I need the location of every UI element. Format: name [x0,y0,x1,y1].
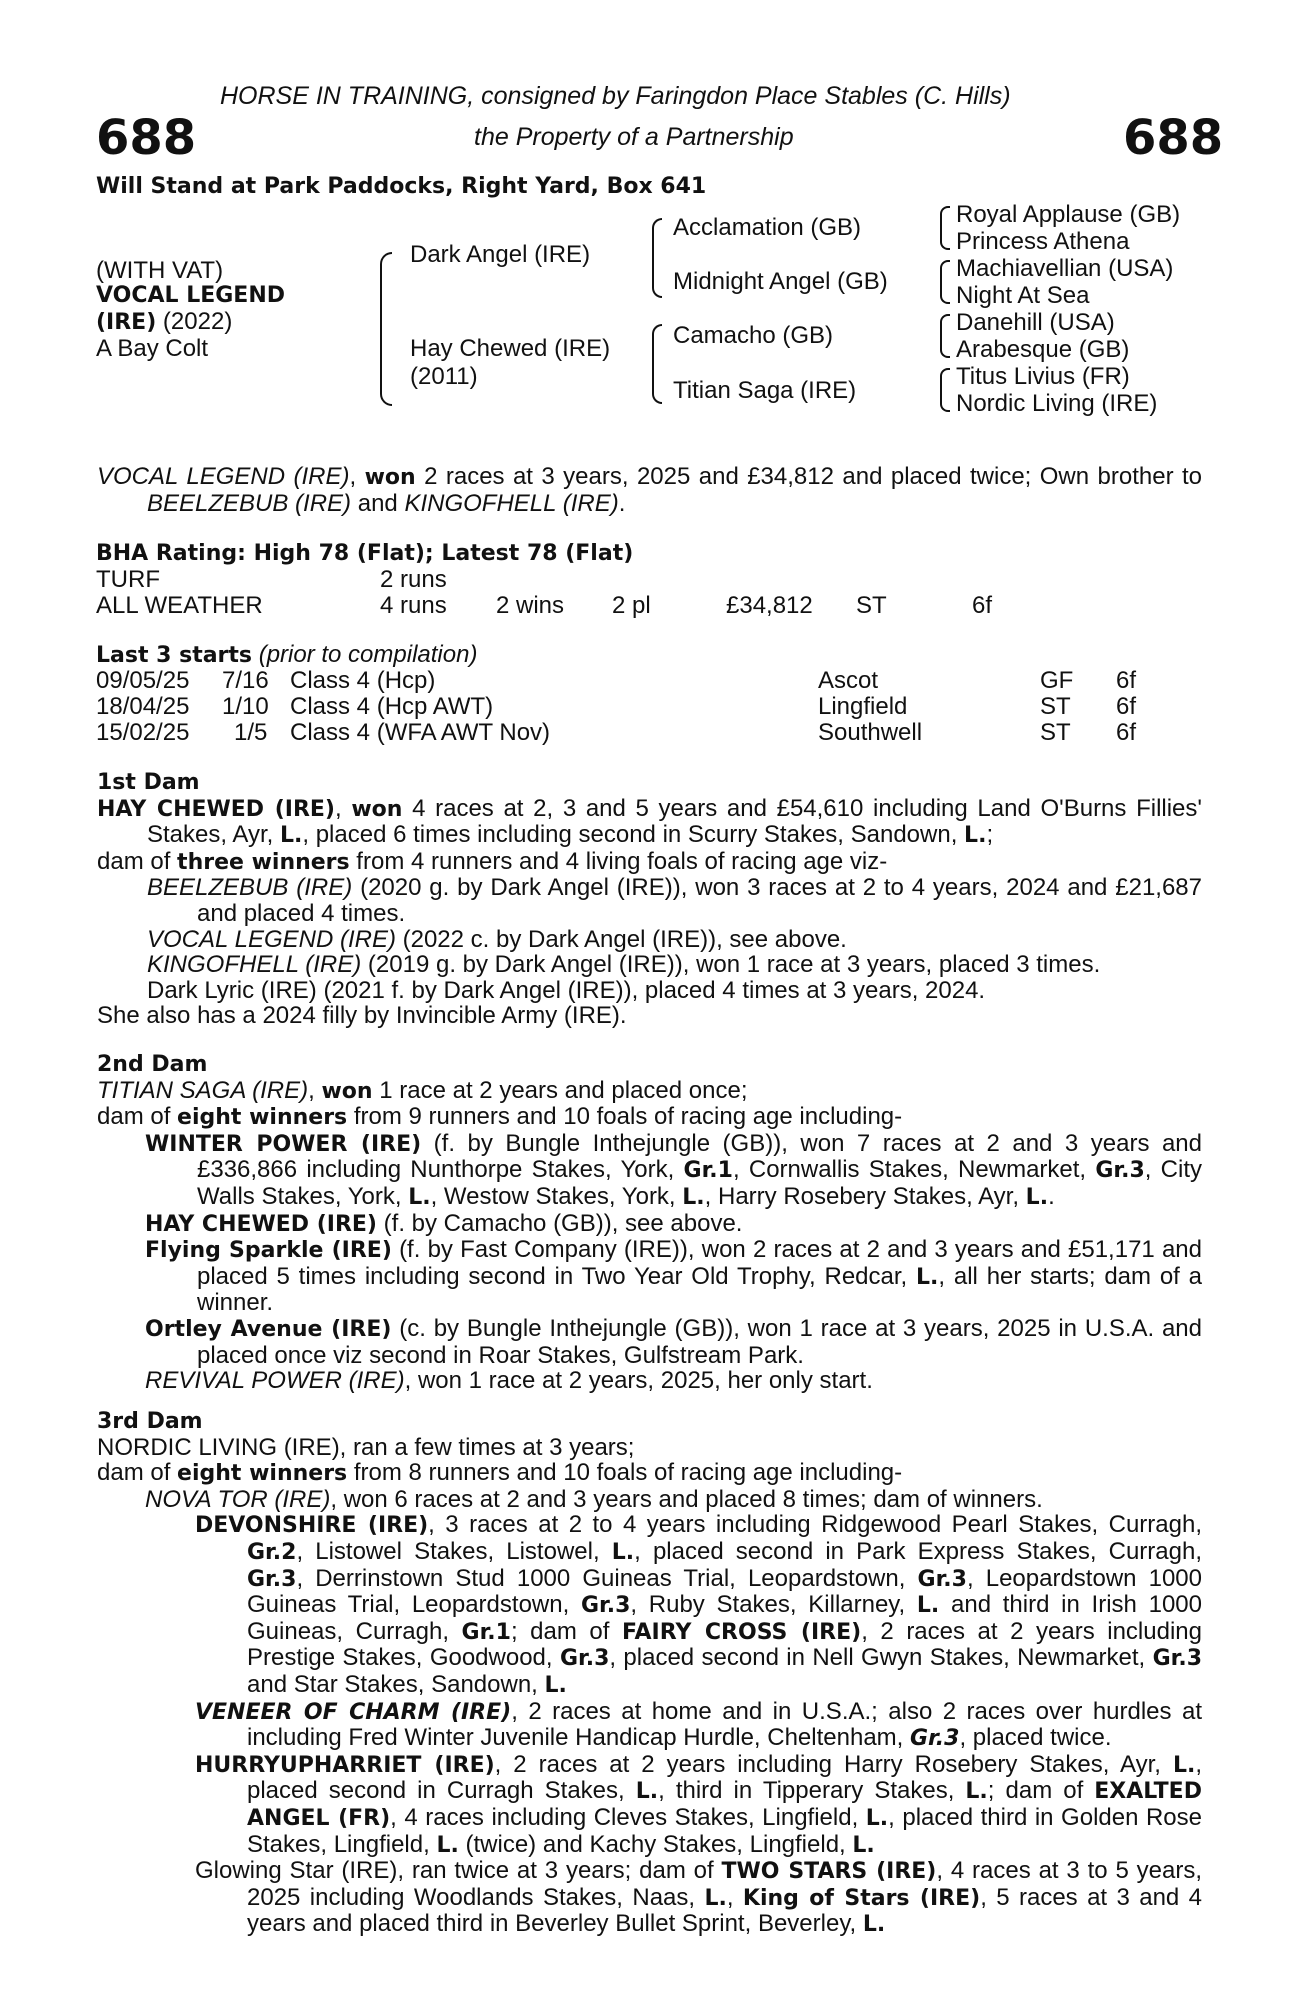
start-date: 09/05/25 [96,667,190,694]
turf-runs: 2 runs [380,566,447,593]
second-dam-section: 2nd Dam TITIAN SAGA (IRE), won 1 race at 2 years and placed once; dam of eight winners from 9 runners and 10 foals of racing age including- WINTER POWER (IRE) (f. by Bungle Inthejungle (GB)), won 7 races at 2 and 3 years and £336,866 including Nunthorpe Stakes, York, Gr.1, Cornwallis Stakes, Newmarket, Gr.3, City Walls Stakes, York, L., Westow Stakes, York, L., Harry Rosebery Stakes, Ayr, L.. HAY CHEWED (IRE) (f. by Camacho (GB)), see above. Flying Sparkle (IRE) (f. by Fast Company (IRE)), won 2 races at 2 and 3 years and £51,171 and placed 5 times including second in Two Year Old Trophy, Redcar, L., all her starts; dam of a winner. Ortley Avenue (IRE) (c. by Bungle Inthejungle (GB)), won 1 race at 3 years, 2025 in U.S.A. and placed once viz second in Roar Stakes, Gulfstream Park. REVIVAL POWER (IRE), won 1 race at 2 years, 2025, her only start. [97,1052,1203,1395]
start-course: Lingfield [818,693,908,720]
listed-marker: L. [916,1593,940,1619]
group-marker: Gr.1 [683,1158,733,1184]
progeny-text: (2019 g. by Dark Angel (IRE)), won 1 race at 3 years, placed 3 times. [361,951,1101,979]
aw-distance: 6f [972,592,993,619]
stable-location: Will Stand at Park Paddocks, Right Yard, Box 641 [96,174,707,199]
progeny-name: KINGOFHELL (IRE) [147,951,362,979]
start-date: 18/04/25 [96,693,190,720]
listed-marker: L. [964,823,987,849]
aw-runs: 4 runs [380,592,447,619]
progeny-text: , Harry Rosebery Stakes, Ayr, [704,1182,1026,1210]
ggs-1: Royal Applause (GB) [956,201,1181,228]
progeny-text: . [1048,1182,1055,1210]
group-marker: Gr.3 [247,1566,297,1592]
group-marker: Gr.2 [247,1539,297,1565]
start-going: ST [1040,719,1071,746]
brace-gg-4 [940,368,950,412]
surface: TURF [96,566,160,593]
listed-marker: L. [1172,1752,1196,1778]
third-dam-damof: dam of [97,1459,178,1487]
progeny-text: , [726,1883,743,1911]
progeny-name: FAIRY CROSS (IRE) [621,1619,862,1645]
progeny-text: (f. by Camacho (GB)), see above. [377,1209,743,1237]
progeny-name: VENEER OF CHARM (IRE) [195,1699,512,1725]
progeny-text: Dark Lyric (IRE) (2021 f. by Dark Angel (IRE)), placed 4 times at 3 years, 2024. [147,976,986,1004]
first-dam-name: HAY CHEWED (IRE) [97,796,335,822]
start-course: Southwell [818,719,923,746]
first-dam-section: 1st Dam HAY CHEWED (IRE), won 4 races at 2, 3 and 5 years and £54,610 including Land O'Burns Fillies' Stakes, Ayr, L., placed 6 times including second in Scurry Stakes, Sandown, L.; dam of three winners from 4 runners and 4 living foals of racing age viz- BEELZEBUB (IRE) (2020 g. by Dark Angel (IRE)), won 3 races at 2 to 4 years, 2024 and £21,687 and placed 4 times. VOCAL LEGEND (IRE) (2022 c. by Dark Angel (IRE)), see above. KINGOFHELL (IRE) (2019 g. by Dark Angel (IRE)), won 1 race at 3 years, placed 3 times. Dark Lyric (IRE) (2021 f. by Dark Angel (IRE)), placed 4 times at 3 years, 2024. She also has a 2024 filly by Invincible Army (IRE). [97,770,1203,1030]
progeny-name: NOVA TOR (IRE) [145,1485,331,1513]
horse-description: A Bay Colt [96,335,209,362]
dam-sire: Camacho (GB) [673,322,834,349]
first-dam-foal-note: She also has a 2024 filly by Invincible Army (IRE). [97,1002,627,1030]
lot-number-right: 688 [1123,110,1224,166]
progeny-name: EXALTED ANGEL (FR) [247,1779,1202,1831]
ggs-7: Titus Livius (FR) [956,363,1130,390]
aw-earnings: £34,812 [726,592,813,619]
first-dam-won: won [351,796,403,822]
start-position: 1/10 [222,693,269,720]
progeny-text: , 2 races at 2 years including Harry Rosebery Stakes, Ayr, [494,1750,1173,1778]
last-starts-title [96,642,477,668]
progeny-text: , placed second in Nell Gwyn Stakes, Newmarket, [609,1644,1153,1672]
progeny-text: , third in Tipperary Stakes, [658,1777,966,1805]
progeny-name: BEELZEBUB (IRE) [147,874,353,902]
progeny-text: , Listowel Stakes, Listowel, [296,1537,612,1565]
vat-label: (WITH VAT) [96,257,224,284]
listed-marker: L. [635,1779,659,1805]
listed-marker: L. [865,1805,889,1831]
second-dam-winners: eight winners [177,1105,348,1131]
group-marker: Gr.3 [910,1726,960,1752]
listed-marker: L. [544,1672,567,1698]
header-property: the Property of a Partnership [474,123,794,151]
listed-marker: L. [965,1779,988,1805]
ggs-4: Night At Sea [956,282,1090,309]
ggs-6: Arabesque (GB) [956,336,1130,363]
brace-main [380,252,392,406]
progeny-text: Glowing Star (IRE), ran twice at 3 years; dam of [195,1857,722,1885]
group-marker: Gr.3 [580,1593,631,1619]
group-marker: Gr.3 [559,1646,610,1672]
listed-marker: L. [682,1184,705,1210]
brace-gg-2 [940,260,950,304]
listed-marker: L. [1025,1184,1049,1210]
start-distance: 6f [1116,693,1137,720]
third-dam-text-2: from 8 runners and 10 foals of racing age including- [347,1459,903,1487]
progeny-text: ; dam of [510,1617,622,1645]
sibling-1: BEELZEBUB (IRE) [147,489,352,517]
bha-rating-title: BHA Rating: High 78 (Flat); Latest 78 (Flat) [96,541,634,566]
progeny-text: , placed second in Curragh Stakes, [247,1750,1202,1805]
last-starts-heading: Last 3 starts [96,643,253,668]
progeny-name: DEVONSHIRE (IRE) [195,1513,429,1539]
progeny-text: , won 1 race at 2 years, 2025, her only start. [404,1367,873,1395]
aw-going: ST [856,592,887,619]
third-dam-text: NORDIC LIVING (IRE), ran a few times at 3 years; [97,1433,635,1461]
progeny-text: (twice) and Kachy Stakes, Lingfield, [458,1830,853,1858]
summary-and: and [351,489,405,517]
progeny-text: , 5 races at 3 and 4 years and placed third in Beverley Bullet Sprint, Beverley, [247,1883,1203,1938]
listed-marker: L. [436,1832,459,1858]
first-dam-text-4: from 4 runners and 4 living foals of racing age viz- [349,847,888,875]
start-going: GF [1040,667,1074,694]
progeny-name: King of Stars (IRE) [742,1885,981,1911]
progeny-text: and Star Stakes, Sandown, [247,1670,545,1698]
first-dam-damof: dam of [97,847,178,875]
progeny-text: , City Walls Stakes, York, [197,1156,1203,1210]
listed-marker: L. [279,823,303,849]
listed-marker: L. [916,1264,939,1290]
sire-dam: Midnight Angel (GB) [673,268,888,295]
second-dam-text: 1 race at 2 years and placed once; [372,1076,748,1104]
progeny-text: , 2 races at home and in U.S.A.; also 2 races over hurdles at including Fred Winter Juvenile Handicap Hurdle, Cheltenham, [247,1697,1202,1752]
start-race: Class 4 (Hcp AWT) [290,693,494,720]
progeny-text: , won 6 races at 2 and 3 years and placed 8 times; dam of winners. [330,1485,1043,1513]
progeny-name: WINTER POWER (IRE) [145,1131,422,1157]
first-dam-text: 4 races at 2, 3 and 5 years and £54,610 including Land O'Burns Fillies' Stakes, Ayr, [147,794,1202,849]
group-marker: Gr.3 [917,1566,967,1592]
progeny-text: (f. by Bungle Inthejungle (GB)), won 7 races at 2 and 3 years and £336,866 including Nunthorpe Stakes, York, [197,1129,1203,1184]
progeny-text: , 4 races at 3 to 5 years, 2025 including Woodlands Stakes, Naas, [247,1857,1202,1911]
start-position: 7/16 [222,667,269,694]
progeny-name: REVIVAL POWER (IRE) [145,1367,405,1395]
progeny-text: , Westow Stakes, York, [430,1182,683,1210]
ggs-8: Nordic Living (IRE) [956,390,1158,417]
listed-marker: L. [862,1912,886,1938]
horse-name-country [96,309,232,335]
rating-row-turf [96,566,160,594]
start-distance: 6f [1116,719,1137,746]
start-date: 15/02/25 [96,719,190,746]
second-dam-text-2: from 9 runners and 10 foals of racing age including- [347,1103,903,1131]
first-dam-text-3: ; [986,821,994,849]
header-consignor: HORSE IN TRAINING, consigned by Faringdon Place Stables (C. Hills) [220,82,1011,110]
dam-name: Hay Chewed (IRE) [410,335,611,362]
ggs-2: Princess Athena [956,228,1130,255]
second-dam-won: won [321,1078,373,1104]
summary-won: won [364,465,416,490]
first-dam-heading: 1st Dam [97,770,200,795]
listed-marker: L. [852,1832,875,1858]
start-race: Class 4 (Hcp) [290,667,436,694]
progeny-name: HURRYUPHARRIET (IRE) [195,1752,495,1778]
second-dam-damof: dam of [97,1103,178,1131]
progeny-text: , placed second in Park Express Stakes, Curragh, [634,1537,1203,1565]
third-dam-winners: eight winners [177,1461,348,1487]
progeny-text: (c. by Bungle Inthejungle (GB)), won 1 race at 3 years, 2025 in U.S.A. and placed once viz second in Roar Stakes, Gulfstream Park. [197,1314,1203,1369]
group-marker: Gr.1 [461,1619,511,1645]
second-dam-name: TITIAN SAGA (IRE) [97,1076,309,1104]
horse-country: (IRE) [96,310,157,335]
horse-foaled-year: (2022) [156,308,233,335]
aw-wins: 2 wins [496,592,565,619]
summary-text: 2 races at 3 years, 2025 and £34,812 and placed twice; Own [415,463,1090,490]
brace-dam [652,324,662,404]
progeny-text: , all her starts; dam of a winner. [197,1262,1202,1317]
horse-summary: VOCAL LEGEND (IRE), won 2 races at 3 years, 2025 and £34,812 and placed twice; Own brother to BEELZEBUB (IRE) and KINGOFHELL (IRE). [97,463,1203,517]
progeny-text: , Ruby Stakes, Killarney, [630,1591,917,1619]
listed-marker: L. [704,1885,727,1911]
group-marker: Gr.3 [1152,1646,1203,1672]
summary-text-2: brother to [1097,463,1203,490]
dam-dam: Titian Saga (IRE) [673,377,857,404]
progeny-text: , Derrinstown Stud 1000 Guineas Trial, Leopardstown, [296,1564,918,1592]
start-course: Ascot [818,667,879,694]
progeny-text: (2020 g. by Dark Angel (IRE)), won 3 races at 2 to 4 years, 2024 and £21,687 and placed 4 times. [197,874,1203,927]
progeny-name: VOCAL LEGEND (IRE) [147,925,396,953]
progeny-name: Flying Sparkle (IRE) [145,1238,392,1264]
progeny-text: , placed twice. [959,1724,1112,1752]
last-starts-note: (prior to compilation) [252,641,478,668]
progeny-text: , 4 races including Cleves Stakes, Lingfield, [390,1803,866,1831]
sire-name: Dark Angel (IRE) [410,241,591,268]
brace-gg-3 [940,314,950,358]
horse-name: VOCAL LEGEND [96,283,285,308]
progeny-name: TWO STARS (IRE) [721,1859,937,1885]
rating-row-aw [96,592,263,620]
second-dam-heading: 2nd Dam [97,1052,208,1077]
start-race: Class 4 (WFA AWT Nov) [290,719,551,746]
progeny-name: HAY CHEWED (IRE) [145,1211,377,1237]
progeny-text: , 3 races at 2 to 4 years including Ridgewood Pearl Stakes, Curragh, [428,1511,1202,1539]
sibling-2: KINGOFHELL (IRE) [404,489,619,517]
brace-sire [652,218,662,298]
summary-end: . [618,489,626,517]
ggs-5: Danehill (USA) [956,309,1115,336]
progeny-text: ; dam of [987,1777,1095,1805]
start-going: ST [1040,693,1071,720]
lot-number-left: 688 [96,110,197,166]
brace-gg-1 [940,206,950,250]
progeny-text: , Leopardstown 1000 Guineas Trial, Leopardstown, [247,1564,1203,1619]
sire-sire: Acclamation (GB) [673,214,862,241]
progeny-text: (f. by Fast Company (IRE)), won 2 races at 2 and 3 years and £51,171 and placed 5 times including second in Two Year Old Trophy, Redcar, [197,1236,1202,1290]
progeny-text: , 2 races at 2 years including Prestige Stakes, Goodwood, [247,1617,1202,1672]
third-dam-heading: 3rd Dam [97,1409,203,1434]
summary-name: VOCAL LEGEND (IRE) [97,463,350,490]
first-dam-winners: three winners [177,849,350,875]
progeny-text: and third in Irish 1000 Guineas, Curragh, [247,1591,1202,1645]
first-dam-text-2: , placed 6 times including second in Scurry Stakes, Sandown, [302,821,965,849]
progeny-name: Ortley Avenue (IRE) [145,1316,392,1342]
listed-marker: L. [611,1539,635,1565]
third-dam-section [97,1408,1202,1938]
dam-year: (2011) [410,363,478,390]
group-marker: Gr.3 [1095,1158,1145,1184]
progeny-text: , Cornwallis Stakes, Newmarket, [732,1156,1096,1184]
ggs-3: Machiavellian (USA) [956,255,1174,282]
listed-marker: L. [408,1184,431,1210]
start-distance: 6f [1116,667,1137,694]
surface: ALL WEATHER [96,592,263,619]
progeny-text: , placed third in Golden Rose Stakes, Lingfield, [247,1803,1203,1858]
start-position: 1/5 [234,719,268,746]
progeny-text: (2022 c. by Dark Angel (IRE)), see above. [395,925,847,953]
aw-placed: 2 pl [612,592,651,619]
